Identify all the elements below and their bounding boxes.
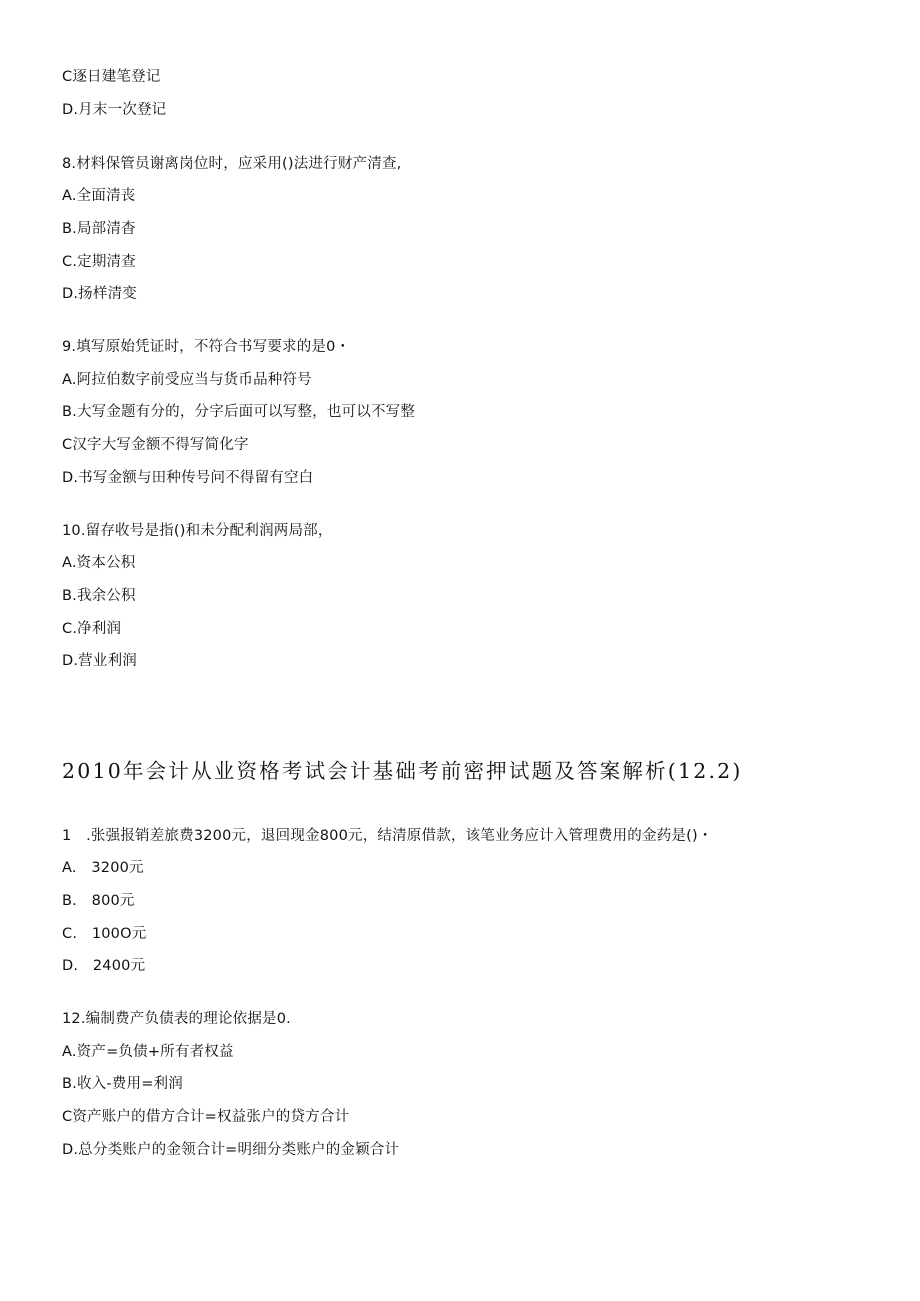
question-8-option-b: B.局部清杳 xyxy=(62,221,136,237)
question-8-stem: 8.材料保管员谢离岗位时，应采用()法进行财产清查, xyxy=(62,156,402,172)
question-10-option-d: D.营业利润 xyxy=(62,653,137,669)
question-12-stem: 12.编制费产负债表的理论依据是0. xyxy=(62,1011,291,1027)
question-10-option-a: A.资本公积 xyxy=(62,555,136,571)
question-11-option-a: A. 3200元 xyxy=(62,860,144,876)
option-d: D.月末一次登记 xyxy=(62,102,167,118)
question-11-stem: 1 .张强报销差旅费3200元，退回现金800元，结清原借款，该笔业务应计入管理费用的金药是()・ xyxy=(62,828,713,844)
option-c: C逐日建笔登记 xyxy=(62,69,161,85)
question-12-option-d: D.总分类账户的金领合计=明细分类账户的金颖合计 xyxy=(62,1142,400,1158)
question-9-option-d: D.书写金额与田种传号问不得留有空白 xyxy=(62,470,314,486)
question-11-option-b: B. 800元 xyxy=(62,893,135,909)
question-8-option-c: C.定期清查 xyxy=(62,254,136,270)
section-title: 2010年会计从业资格考试会计基础考前密押试题及答案解析(12.2) xyxy=(62,759,743,783)
question-10-stem: 10.留存收号是指()和未分配利润两局部， xyxy=(62,523,333,539)
question-9-option-b: B.大写金题有分的，分字后面可以写整，也可以不写整 xyxy=(62,404,416,420)
question-8-option-d: D.扬样清变 xyxy=(62,286,137,302)
question-10-option-b: B.我余公积 xyxy=(62,588,136,604)
question-9-stem: 9.填写原始凭证时，不符合书写要求的是0・ xyxy=(62,339,351,355)
question-9-option-a: A.阿拉伯数字前受应当与货币品种符号 xyxy=(62,372,312,388)
question-10-option-c: C.净利润 xyxy=(62,621,122,637)
question-8-option-a: A.全面清丧 xyxy=(62,188,136,204)
question-11-option-c: C. 100O元 xyxy=(62,926,147,942)
question-12-option-b: B.收入-费用=利润 xyxy=(62,1076,183,1092)
question-12-option-c: C资产账户的借方合计=权益张户的贷方合计 xyxy=(62,1109,350,1125)
question-11-option-d: D. 2400元 xyxy=(62,958,146,974)
question-9-option-c: C汉字大写金额不得写简化字 xyxy=(62,437,249,453)
question-12-option-a: A.资产=负债+所有者权益 xyxy=(62,1044,234,1060)
